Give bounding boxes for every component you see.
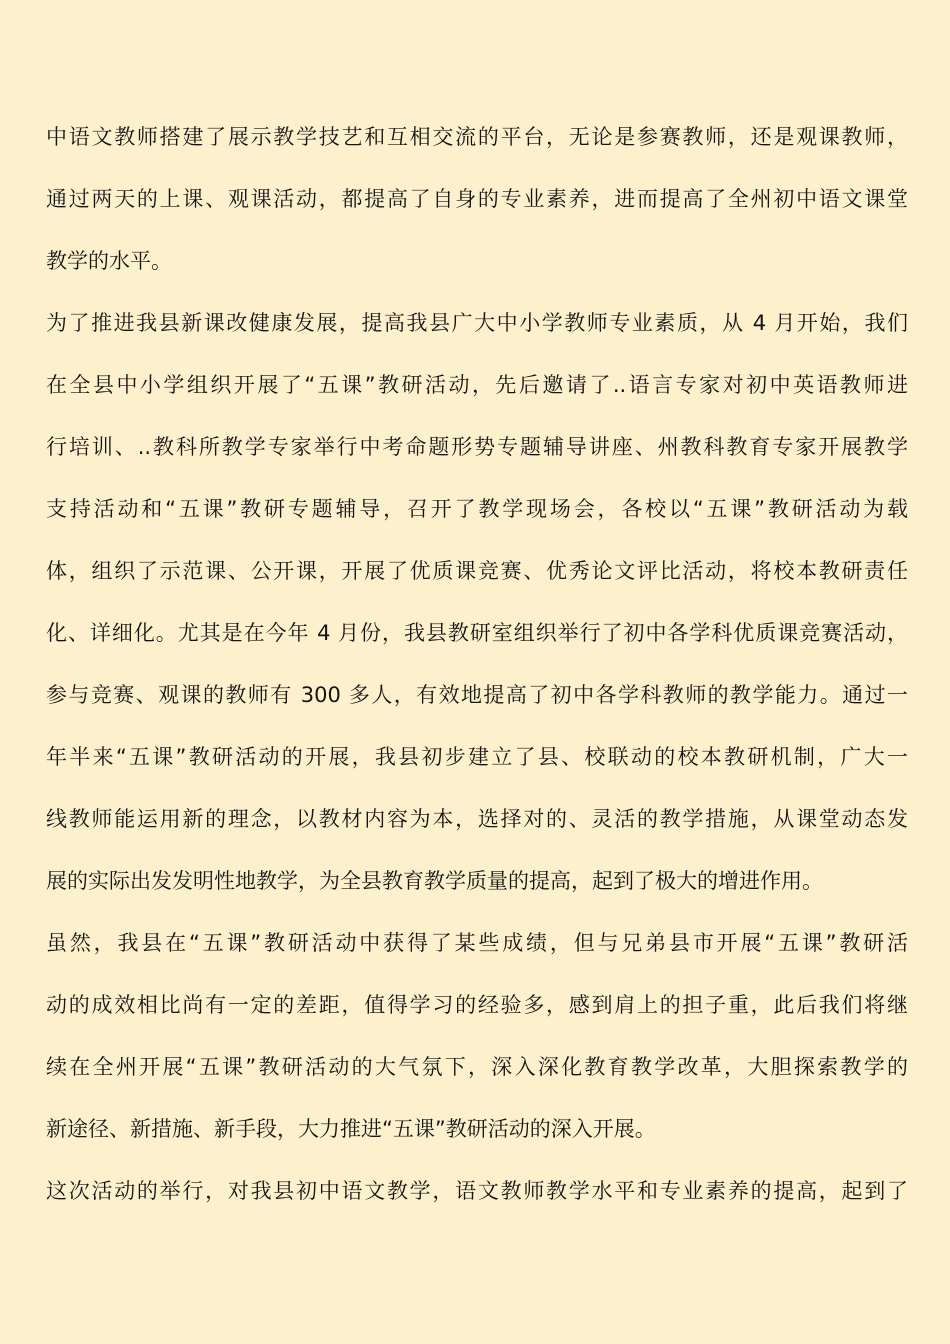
paragraph-end-line: 教学的水平。	[46, 249, 172, 273]
text-line: 参与竞赛、观课的教师有 300 多人，有效地提高了初中各学科教师的教学能力。通过一	[46, 683, 908, 707]
text-line: 续在全州开展“五课”教研活动的大气氛下，深入深化教育教学改革，大胆探索教学的	[46, 1055, 908, 1079]
text-line: 中语文教师搭建了展示教学技艺和互相交流的平台，无论是参赛教师，还是观课教师，	[46, 125, 908, 149]
text-line: 通过两天的上课、观课活动，都提高了自身的专业素养，进而提高了全州初中语文课堂	[46, 187, 908, 211]
text-line: 行培训、..教科所教学专家举行中考命题形势专题辅导讲座、州教科教育专家开展教学	[46, 435, 908, 459]
text-line: 线教师能运用新的理念，以教材内容为本，选择对的、灵活的教学措施，从课堂动态发	[46, 807, 908, 831]
text-line: 这次活动的举行，对我县初中语文教学，语文教师教学水平和专业素养的提高，起到了	[46, 1179, 908, 1203]
text-line: 为了推进我县新课改健康发展，提高我县广大中小学教师专业素质，从 4 月开始，我们	[46, 311, 908, 335]
text-line: 化、详细化。尤其是在今年 4 月份，我县教研室组织举行了初中各学科优质课竞赛活动，	[46, 621, 908, 645]
text-line: 支持活动和“五课”教研专题辅导，召开了教学现场会，各校以“五课”教研活动为载	[46, 497, 908, 521]
paragraph-end-line: 新途径、新措施、新手段，大力推进“五课”教研活动的深入开展。	[46, 1117, 656, 1141]
text-line: 虽然，我县在“五课”教研活动中获得了某些成绩，但与兄弟县市开展“五课”教研活	[46, 931, 908, 955]
text-line: 年半来“五课”教研活动的开展，我县初步建立了县、校联动的校本教研机制，广大一	[46, 745, 908, 769]
text-line: 动的成效相比尚有一定的差距，值得学习的经验多，感到肩上的担子重，此后我们将继	[46, 993, 908, 1017]
text-line: 在全县中小学组织开展了“五课”教研活动，先后邀请了..语言专家对初中英语教师进	[46, 373, 908, 397]
paragraph-end-line: 展的实际出发发明性地教学，为全县教育教学质量的提高，起到了极大的增进作用。	[46, 869, 823, 893]
text-line: 体，组织了示范课、公开课，开展了优质课竞赛、优秀论文评比活动，将校本教研责任	[46, 559, 908, 583]
document-body	[46, 106, 908, 1222]
